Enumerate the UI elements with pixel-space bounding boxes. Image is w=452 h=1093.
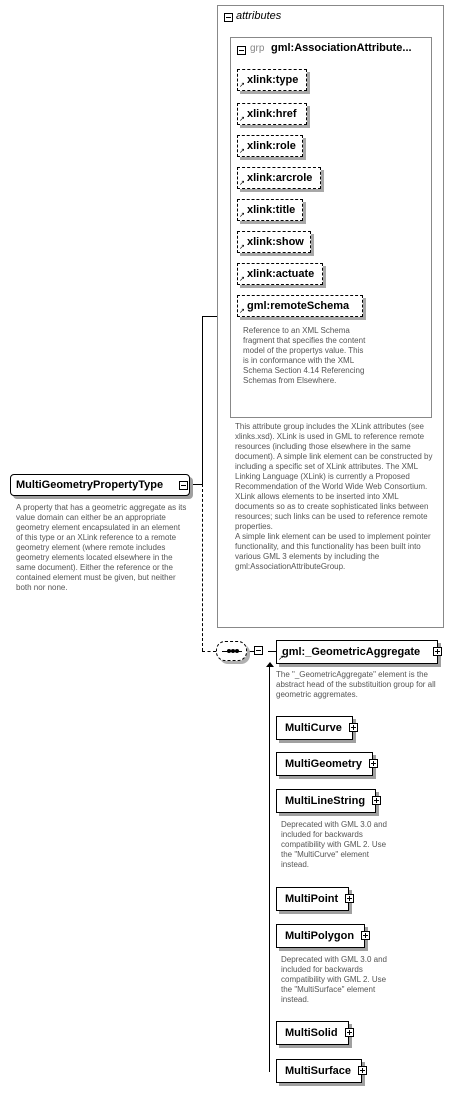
attribute-label: xlink:role — [247, 140, 296, 152]
element-label: MultiSurface — [285, 1065, 352, 1077]
element-label: MultiSolid — [285, 1027, 338, 1039]
attribute-group-doc: This attribute group includes the XLink attributes (see xlinks.xsd). XLink is used in GML to reference remote resources (including those elsewhere in the same document). A simple link element can be constructed by including a specific set of XLink attributes. The XML Linking Language (XLink) is currently a Proposed Recommendation of the World Wide Web Consortium. XLink allows elements to be inserted into XML documents so as to create sophisticated links between resources; such links can be used to reference remote properties. A simple link element can be used to implement pointer functionality, and this functionality has been built into various GML 3 elements by including the gml:AssociationAttributeGroup. — [235, 422, 433, 571]
sequence-dot — [235, 649, 239, 653]
element-multisolid[interactable] — [276, 1021, 349, 1045]
expand-icon[interactable] — [345, 894, 354, 903]
link-arrow-icon: ↗ — [239, 82, 245, 89]
attribute-xlink-arcrole[interactable] — [237, 167, 321, 189]
link-arrow-icon: ↗ — [239, 308, 245, 315]
attribute-label: xlink:type — [247, 74, 299, 86]
expand-icon[interactable] — [345, 1028, 354, 1037]
element-label: gml:_GeometricAggregate — [282, 646, 421, 658]
connector-to-sequence-horizontal — [202, 651, 216, 652]
remoteschema-doc: Reference to an XML Schema fragment that specifies the content model of the propertys value. This is in conformance with the XML Schema Section 4.14 Referencing Schemas from Elsewhere. — [243, 326, 366, 385]
element-multilinestring[interactable] — [276, 789, 376, 813]
element-geometricaggregate[interactable] — [276, 640, 438, 664]
link-arrow-icon: ↗ — [278, 655, 284, 662]
element-label: MultiPoint — [285, 893, 339, 905]
expand-icon[interactable] — [433, 647, 442, 656]
link-arrow-icon: ↗ — [239, 276, 245, 283]
substitution-vertical — [269, 663, 270, 1072]
expand-icon[interactable] — [369, 759, 378, 768]
element-multipoint[interactable] — [276, 887, 349, 911]
element-multigeometry[interactable] — [276, 752, 373, 776]
root-type-doc: A property that has a geometric aggregate as its value domain can either be an appropriate geometry element encapsulated in an element of this type or an XLink reference to a remote geometry element (where remote includes geometry elements located elsewhere in the same document). Either the reference or the contained element must be given, but neither both nor none. — [16, 503, 187, 592]
multilinestring-doc: Deprecated with GML 3.0 and included for backwards compatibility with GML 2. Use the "MultiCurve" element instead. — [281, 820, 387, 869]
attribute-label: xlink:arcrole — [247, 172, 313, 184]
sequence-compositor[interactable] — [216, 641, 247, 661]
element-label: MultiPolygon — [285, 930, 355, 942]
attribute-xlink-role[interactable] — [237, 135, 303, 157]
attribute-gml-remoteschema[interactable] — [237, 295, 363, 317]
connector-root-vertical — [202, 316, 203, 485]
attribute-xlink-title[interactable] — [237, 199, 303, 221]
expand-icon[interactable] — [349, 723, 358, 732]
connector-to-sequence — [202, 484, 203, 651]
multipolygon-doc: Deprecated with GML 3.0 and included for backwards compatibility with GML 2. Use the "MultiSurface" element instead. — [281, 955, 387, 1004]
connector-root-horizontal — [190, 484, 202, 485]
collapse-icon[interactable] — [254, 646, 263, 655]
element-multisurface[interactable] — [276, 1059, 362, 1083]
attribute-xlink-actuate[interactable] — [237, 263, 323, 285]
root-type-box[interactable] — [10, 474, 190, 496]
collapse-icon[interactable] — [179, 481, 188, 490]
attribute-xlink-type[interactable] — [237, 69, 307, 91]
element-label: MultiGeometry — [285, 758, 363, 770]
collapse-icon[interactable] — [224, 13, 233, 22]
link-arrow-icon: ↗ — [239, 116, 245, 123]
expand-icon[interactable] — [361, 931, 370, 940]
attribute-label: xlink:show — [247, 236, 304, 248]
connector-to-attributes — [202, 316, 217, 317]
group-prefix: grp — [250, 43, 265, 54]
link-arrow-icon: ↗ — [239, 180, 245, 187]
root-type-label: MultiGeometryPropertyType — [16, 479, 164, 491]
element-multipolygon[interactable] — [276, 924, 365, 948]
attribute-label: xlink:href — [247, 108, 297, 120]
expand-icon[interactable] — [372, 796, 381, 805]
link-arrow-icon: ↗ — [239, 212, 245, 219]
attribute-label: xlink:actuate — [247, 268, 315, 280]
attributes-title: attributes — [236, 10, 282, 22]
element-label: MultiCurve — [285, 722, 342, 734]
link-arrow-icon: ↗ — [239, 244, 245, 251]
group-label: gml:AssociationAttribute... — [271, 42, 412, 54]
link-arrow-icon: ↗ — [239, 148, 245, 155]
connector-group-to-head — [268, 651, 276, 652]
attribute-xlink-show[interactable] — [237, 231, 311, 253]
attribute-label: xlink:title — [247, 204, 296, 216]
geometricaggregate-doc: The "_GeometricAggregate" element is the abstract head of the substituition group for all geometric aggremates. — [276, 670, 436, 699]
collapse-icon[interactable] — [237, 46, 246, 55]
attribute-xlink-href[interactable] — [237, 103, 307, 125]
expand-icon[interactable] — [358, 1066, 367, 1075]
element-multicurve[interactable] — [276, 716, 353, 740]
substitution-arrow — [266, 662, 274, 667]
element-label: MultiLineString — [285, 795, 366, 807]
attribute-label: gml:remoteSchema — [247, 300, 350, 312]
